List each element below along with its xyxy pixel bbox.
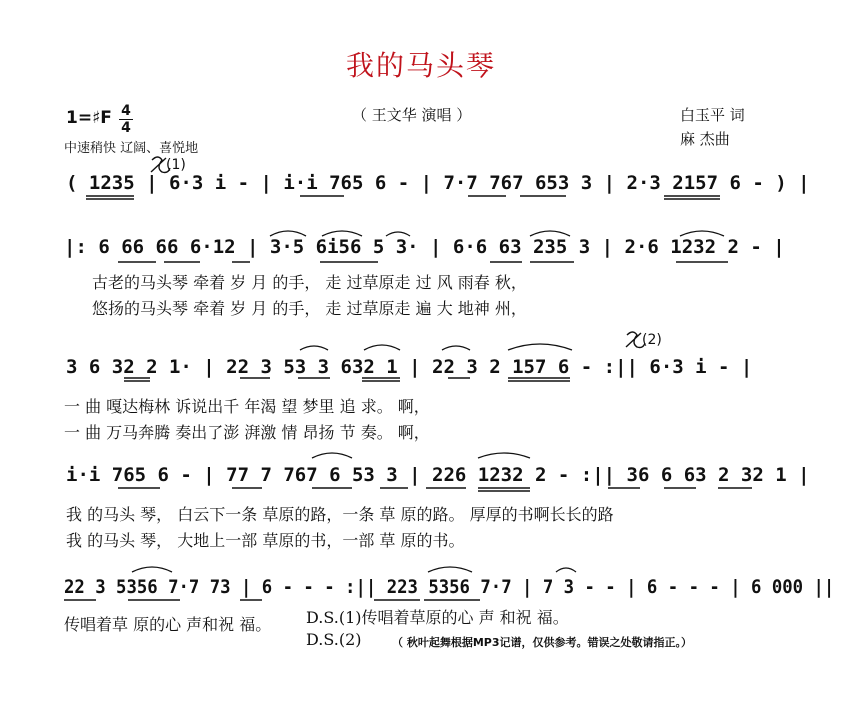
song-title: 我的马头琴 [345,49,496,82]
lyric-line: 传唱着草 原的心 声和祝 福。 [64,615,272,634]
lyric-line: 一 曲 嘎达梅林 诉说出千 年渴 望 梦里 追 求。 啊， [64,397,430,416]
time-signature [119,104,133,135]
notation-line: 3 6 32 2 1· | 22 3 53 3 632 1 | 22 3 2 157 6 - :|| 6·3 i - | [66,356,753,378]
segno-label: (2) [642,332,662,348]
time-bottom: 4 [121,120,131,136]
tempo-marking: 中速稍快 辽阔、喜悦地 [64,141,199,156]
notation-line: |: 6 66 66 6·12 | 3·5 6i56 5 3· | 6·6 63 235 3 | 2·6 1232 2 - | [64,236,785,258]
lyric-line: 我 的马头 琴， 白云下一条 草原的路，一条 草 原的路。 厚厚的书啊长长的路 [66,505,614,524]
line5-slurs [132,567,576,572]
key-signature: 1=♯F [66,108,112,128]
notation-line: i·i 765 6 - | 77 7 767 6 53 3 | 226 1232 2 - :|| 36 6 63 2 32 1 | [66,464,810,486]
transcriber-note: （ 秋叶起舞根据MP3记谱，仅供参考。错误之处敬请指正。） [392,636,692,649]
lyric-line: 一 曲 万马奔腾 奏出了澎 湃激 情 昂扬 节 奏。 啊， [64,423,430,442]
segno-label: (1) [166,157,186,173]
performer-credit: （ 王文华 演唱 ） [352,106,472,124]
lyric-line: 我 的马头 琴， 大地上一部 草原的书，一部 草 原的书。 [66,531,465,550]
composer-credit: 麻 杰曲 [680,130,730,148]
time-top: 4 [121,103,131,119]
line4-slurs [312,453,530,458]
lyric-line: 古老的马头琴 牵着 岁 月 的手， 走 过草原走 过 风 雨春 秋， [92,273,527,292]
line3-underlines [124,378,570,381]
lyricist-credit: 白玉平 词 [680,106,745,124]
line3-slurs [300,344,572,350]
ds1-lyric: D.S.(1)传唱着草原的心 声 和祝 福。 [306,608,569,627]
notation-line: ( 1235 | 6·3 i - | i·i 765 6 - | 7·7 767 653 3 | 2·3 2157 6 - ) | [66,172,810,194]
line4-underlines [118,488,752,491]
lyric-line: 悠扬的马头琴 牵着 岁 月 的手， 走 过草原走 遍 大 地神 州， [92,299,527,318]
ds2-label: D.S.(2) [306,630,362,649]
notation-line: 22 3 5356 7·7 73 | 6 - - - :|| 223 5356 7·7 | 7 3 - - | 6 - - - | 6 000 || [64,576,835,598]
line1-marks [86,196,720,199]
